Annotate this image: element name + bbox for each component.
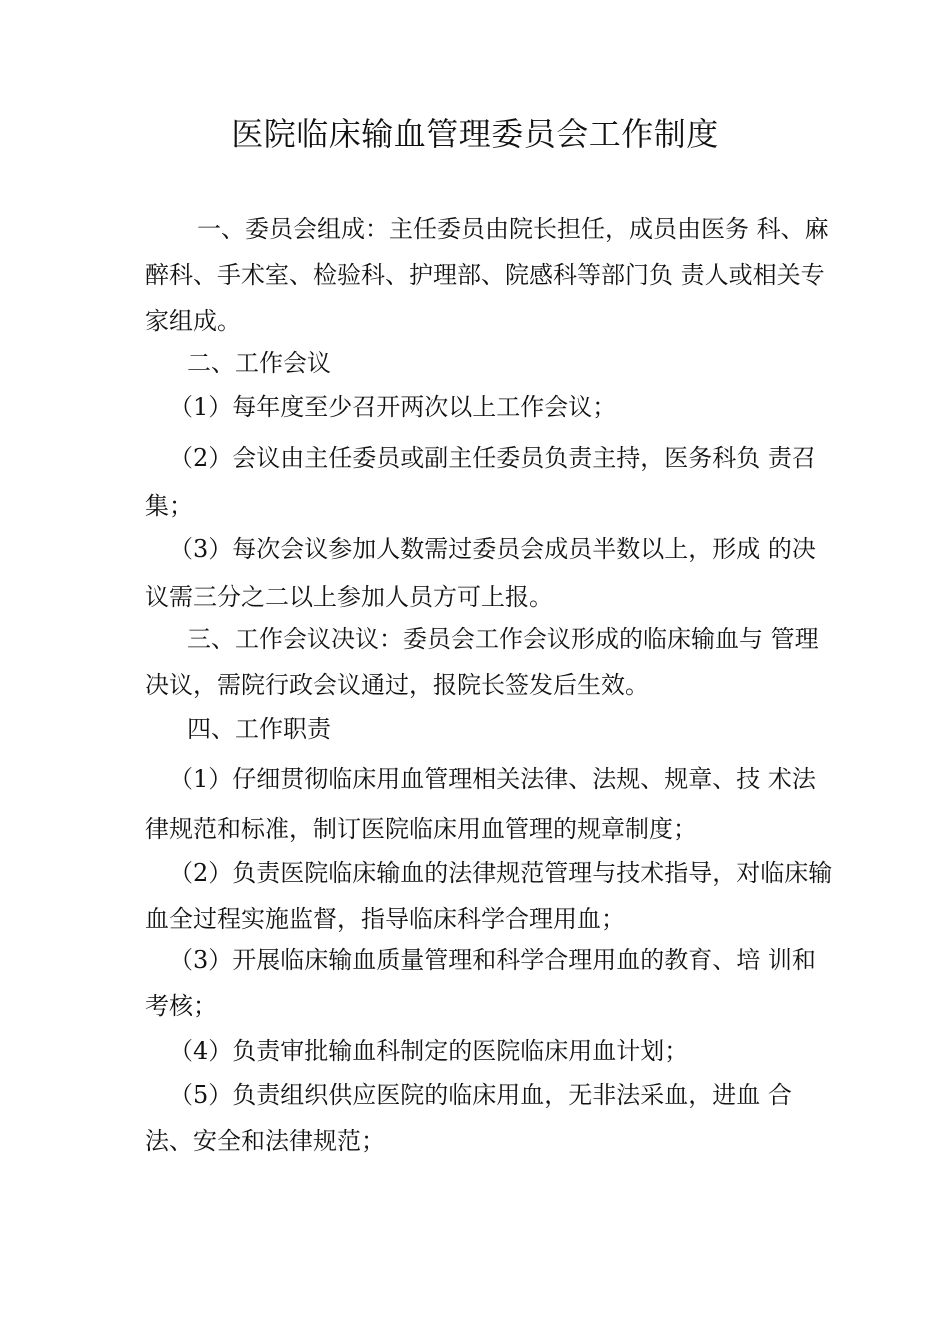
meeting-item-1: （1）每年度至少召开两次以上工作会议； xyxy=(169,393,617,421)
duty-item-2: （2）负责医院临床输血的法律规范管理与技术指导，对临床输血全过程实施监督，指导临床科学合理用血； xyxy=(145,859,833,933)
meeting-item-2: （2）会议由主任委员或副主任委员负责主持，医务科负 责召集； xyxy=(145,444,816,520)
duty-item-4: （4）负责审批输血科制定的医院临床用血计划； xyxy=(169,1037,689,1065)
document-title: 医院临床输血管理委员会工作制度 xyxy=(231,115,719,153)
duty-item-1: （1）仔细贯彻临床用血管理相关法律、法规、规章、技 术法律规范和标准，制订医院临床用血管理的规章制度； xyxy=(145,765,816,843)
duty-item-5: （5）负责组织供应医院的临床用血，无非法采血，进血 合法、安全和法律规范； xyxy=(145,1081,792,1155)
section-meeting-resolutions: 三、工作会议决议：委员会工作会议形成的临床输血与 管理决议，需院行政会议通过，报院长签发后生效。 xyxy=(145,625,819,699)
duty-item-3: （3）开展临床输血质量管理和科学合理用血的教育、培 训和考核； xyxy=(145,946,816,1020)
section-committee-composition: 一、委员会组成：主任委员由院长担任，成员由医务 科、麻醉科、手术室、检验科、护理部、院感科等部门负 责人或相关专家组成。 xyxy=(145,215,829,335)
meeting-item-3: （3）每次会议参加人数需过委员会成员半数以上，形成 的决议需三分之二以上参加人员方可上报。 xyxy=(145,535,816,611)
section-heading-duties: 四、工作职责 xyxy=(187,715,331,743)
section-heading-meetings: 二、工作会议 xyxy=(187,349,331,377)
